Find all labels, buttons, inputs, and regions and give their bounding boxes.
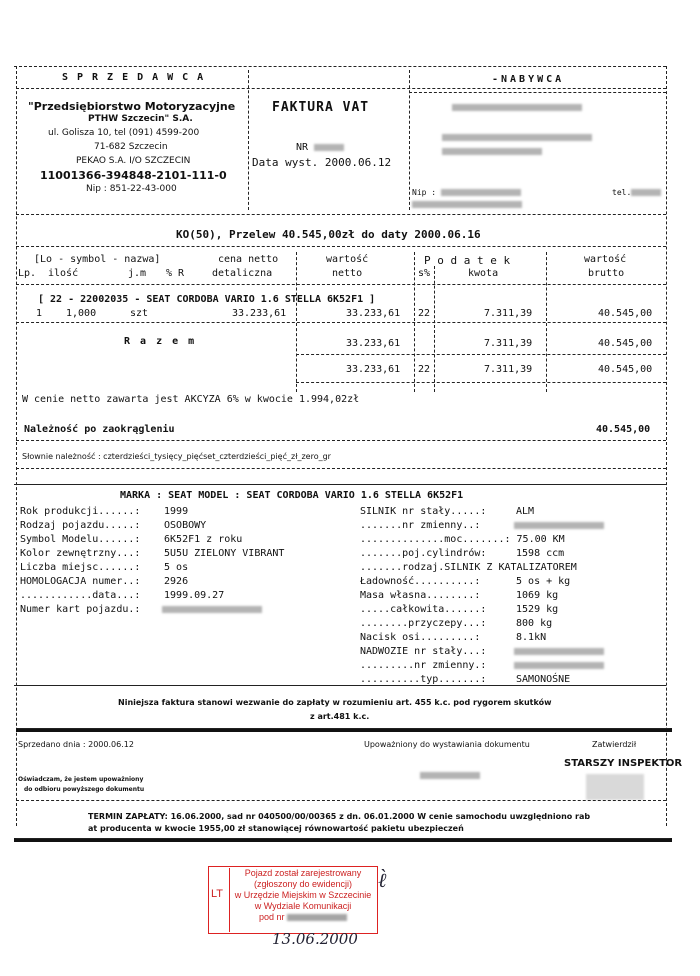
vehicle-field-label: .......nr zmienny..: (360, 520, 481, 531)
vehicle-field-value: 5 os + kg (510, 576, 571, 587)
divider (296, 354, 666, 355)
payment-notice-2: z art.481 k.c. (310, 712, 370, 721)
vehicle-field-row (20, 534, 284, 548)
redacted-value (162, 606, 262, 613)
divider (248, 70, 249, 210)
vehicle-field-value: 8.1kN (510, 632, 547, 643)
col-net: wartość (326, 254, 369, 265)
approved-label: Zatwierdził (592, 740, 637, 749)
vehicle-field-value: 1999.09.27 (158, 590, 225, 601)
vehicle-field-label: ..............moc.......: (360, 534, 511, 545)
buyer-city (442, 146, 542, 157)
divider (16, 800, 666, 801)
vehicle-left-column (20, 506, 284, 618)
divider (296, 382, 666, 383)
buyer-id (412, 200, 522, 209)
vehicle-field-value: 1598 ccm (510, 548, 565, 559)
vehicle-field-value: SAMONOŚNE (510, 674, 571, 685)
stamp-line: w Wydziale Komunikacji (254, 901, 352, 911)
vehicle-field-label: Masa własna........: (360, 590, 481, 601)
buyer-nip: Nip : (412, 188, 521, 197)
col-price-2: detaliczna (212, 268, 273, 279)
divider (14, 66, 666, 67)
vehicle-field-label: Rok produkcji......: (20, 506, 141, 517)
vehicle-field-label: ..........typ.......: (360, 674, 487, 685)
col-tax: P o d a t e k (424, 254, 511, 267)
divider (16, 214, 666, 215)
vehicle-field-label: ........przyczepy...: (360, 618, 487, 629)
item-tax: 7.311,39 (484, 308, 533, 319)
col-qty: ilość (48, 268, 79, 279)
right-border (666, 66, 667, 826)
vehicle-field-value: 6K52F1 z roku (158, 534, 243, 545)
vehicle-field-row (20, 548, 284, 562)
inspector-title: STARSZY INSPEKTOR (564, 758, 683, 769)
vehicle-field-label: Ładowność..........: (360, 576, 481, 587)
vehicle-right-column (360, 506, 604, 688)
stamp-lt: LT (211, 888, 224, 900)
vehicle-field-value: 1999 (158, 506, 189, 517)
divider (409, 70, 410, 210)
vehicle-field-row (360, 520, 604, 534)
vehicle-make-model: MARKA : SEAT MODEL : SEAT CORDOBA VARIO 1.6 STELLA 6K52F1 (120, 490, 464, 501)
seller-bank: PEKAO S.A. I/O SZCZECIN (76, 156, 191, 166)
seller-name: "Przedsiębiorstwo Motoryzacyjne (28, 100, 236, 113)
invoice-number: NR (296, 142, 344, 153)
summary-net: 33.233,61 (346, 364, 401, 375)
redacted-value (514, 522, 604, 529)
vehicle-field-value: 5U5U ZIELONY VIBRANT (158, 548, 285, 559)
item-rate: 22 (418, 308, 431, 319)
col-rate: s% (418, 268, 431, 279)
vehicle-field-value: 75.00 KM (510, 534, 565, 545)
vehicle-field-row (360, 660, 604, 674)
seller-nip: Nip : 851-22-43-000 (86, 184, 177, 194)
excise-note: W cenie netto zawarta jest AKCYZA 6% w kwocie 1.994,02zł (22, 394, 360, 405)
col-lp: Lp. (18, 268, 37, 279)
vehicle-field-value: 2926 (158, 576, 189, 587)
col-lo: [Lo - symbol - nazwa] (34, 254, 161, 265)
vehicle-field-row (360, 548, 604, 562)
vehicle-field-row (20, 520, 284, 534)
amount-in-words: Słownie należność : czterdzieści_tysięcy_pięćset_czterdzieści_pięć_zł_zero_gr (22, 452, 331, 461)
vehicle-field-label: Numer kart pojazdu.: (20, 604, 141, 615)
vehicle-field-row (360, 646, 604, 660)
buyer-heading: -NABYWCA (492, 74, 565, 85)
buyer-tel: tel. (612, 188, 661, 197)
vehicle-field-row (360, 534, 604, 548)
vehicle-field-row (360, 632, 604, 646)
stamp-line: pod nr (230, 912, 376, 923)
divider (16, 322, 666, 323)
col-tax-amount: kwota (468, 268, 499, 279)
vehicle-field-value: 5 os (158, 562, 189, 573)
vehicle-field-label: ............data...: (20, 590, 141, 601)
vehicle-field-label: Rodzaj pojazdu.....: (20, 520, 141, 531)
handwritten-signature: ℓ̀ (378, 868, 387, 892)
authorized-label: Upoważniony do wystawiania dokumentu (364, 740, 530, 749)
total-net: 33.233,61 (346, 338, 401, 349)
vehicle-field-value: 800 kg (510, 618, 553, 629)
due-value: 40.545,00 (596, 424, 651, 435)
vehicle-field-value: 1069 kg (510, 590, 559, 601)
invoice-date: Data wyst. 2000.06.12 (252, 156, 392, 169)
vehicle-field-label: Symbol Modelu......: (20, 534, 141, 545)
summary-tax: 7.311,39 (484, 364, 533, 375)
vehicle-field-label: .........nr zmienny.: (360, 660, 487, 671)
divider (409, 92, 666, 93)
divider (16, 728, 672, 732)
registration-date: 13.06.2000 (272, 930, 358, 948)
vehicle-field-value: OSOBOWY (158, 520, 207, 531)
divider (14, 838, 672, 842)
vehicle-field-value: ALM (510, 506, 535, 517)
vehicle-field-row (360, 562, 604, 576)
buyer-address (442, 132, 592, 143)
vehicle-field-label: .......rodzaj.SILNIK Z KATALIZATOREM (360, 562, 577, 573)
payment-terms: TERMIN ZAPŁATY: 16.06.2000, sad nr 040500/00/00365 z dn. 06.01.2000 W cenie samochodu uwzględniono rab (88, 812, 591, 821)
registration-stamp (208, 866, 378, 934)
signature-stamp (586, 774, 644, 800)
divider (16, 284, 666, 285)
vehicle-field-label: SILNIK nr stały.....: (360, 506, 487, 517)
left-border (16, 66, 17, 826)
seller-name-2: PTHW Szczecin" S.A. (88, 114, 193, 124)
sold-date: Sprzedano dnia : 2000.06.12 (18, 740, 134, 749)
vehicle-field-label: .....całkowita......: (360, 604, 487, 615)
item-price: 33.233,61 (232, 308, 287, 319)
col-gross: wartość (584, 254, 627, 265)
vehicle-field-row (20, 562, 284, 576)
seller-city: 71-682 Szczecin (94, 142, 168, 152)
vehicle-field-row (360, 576, 604, 590)
vehicle-field-row (360, 506, 604, 520)
redacted-value (514, 662, 604, 669)
buyer-name (452, 102, 582, 113)
divider (16, 88, 666, 89)
vehicle-field-value: 1529 kg (510, 604, 559, 615)
vehicle-field-label: Liczba miejsc......: (20, 562, 141, 573)
vehicle-field-row (360, 590, 604, 604)
total-gross: 40.545,00 (598, 338, 653, 349)
vehicle-field-row (360, 674, 604, 688)
item-description: [ 22 - 22002035 - SEAT CORDOBA VARIO 1.6 STELLA 6K52F1 ] (38, 294, 376, 305)
vehicle-field-row (20, 604, 284, 618)
seller-heading: SPRZEDAWCA (62, 72, 213, 83)
col-rabat: % R (166, 268, 185, 279)
payment-line: KO(50), Przelew 40.545,00zł do daty 2000.06.16 (176, 228, 481, 241)
summary-rate: 22 (418, 364, 431, 375)
total-tax: 7.311,39 (484, 338, 533, 349)
statement-2: do odbioru powyższego dokumentu (24, 786, 145, 793)
item-lp: 1 (36, 308, 43, 319)
divider (16, 440, 666, 441)
vehicle-field-row (20, 576, 284, 590)
summary-gross: 40.545,00 (598, 364, 653, 375)
item-unit: szt (130, 308, 149, 319)
vehicle-field-label: NADWOZIE nr stały...: (360, 646, 487, 657)
stamp-line: w Urzędzie Miejskim w Szczecinie (234, 890, 372, 900)
payment-terms-2: at producenta w kwocie 1955,00 zł stanowiącej równowartość pakietu ubezpieczeń (88, 824, 464, 833)
payment-notice: Niniejsza faktura stanowi wezwanie do zapłaty w rozumieniu art. 455 k.c. pod rygorem skutków (118, 698, 552, 707)
col-price: cena netto (218, 254, 279, 265)
statement: Oświadczam, że jestem upoważniony (18, 776, 144, 783)
vehicle-field-row (20, 590, 284, 604)
item-qty: 1,000 (66, 308, 97, 319)
due-label: Należność po zaokrągleniu (24, 424, 175, 435)
vehicle-field-row (360, 604, 604, 618)
item-gross: 40.545,00 (598, 308, 653, 319)
vehicle-field-label: Nacisk osi.........: (360, 632, 481, 643)
col-net-2: netto (332, 268, 363, 279)
invoice-title: FAKTURA VAT (272, 100, 370, 115)
col-unit: j.m (128, 268, 147, 279)
vehicle-field-label: Kolor zewnętrzny...: (20, 548, 141, 559)
divider (16, 246, 666, 247)
redacted-value (514, 648, 604, 655)
seller-account: 11001366-394848-2101-111-0 (40, 169, 227, 182)
item-net: 33.233,61 (346, 308, 401, 319)
col-gross-2: brutto (588, 268, 625, 279)
divider (16, 468, 666, 469)
vehicle-field-row (20, 506, 284, 520)
total-label: R a z e m (124, 336, 197, 347)
seller-address: ul. Golisza 10, tel (091) 4599-200 (48, 128, 200, 138)
authorized-name (420, 770, 480, 781)
vehicle-field-label: .......poj.cylindrów: (360, 548, 487, 559)
stamp-line: (zgłoszony do ewidencji) (253, 879, 353, 889)
vehicle-field-row (360, 618, 604, 632)
stamp-line: Pojazd został zarejestrowany (244, 868, 362, 878)
vehicle-field-label: HOMOLOGACJA numer..: (20, 576, 141, 587)
